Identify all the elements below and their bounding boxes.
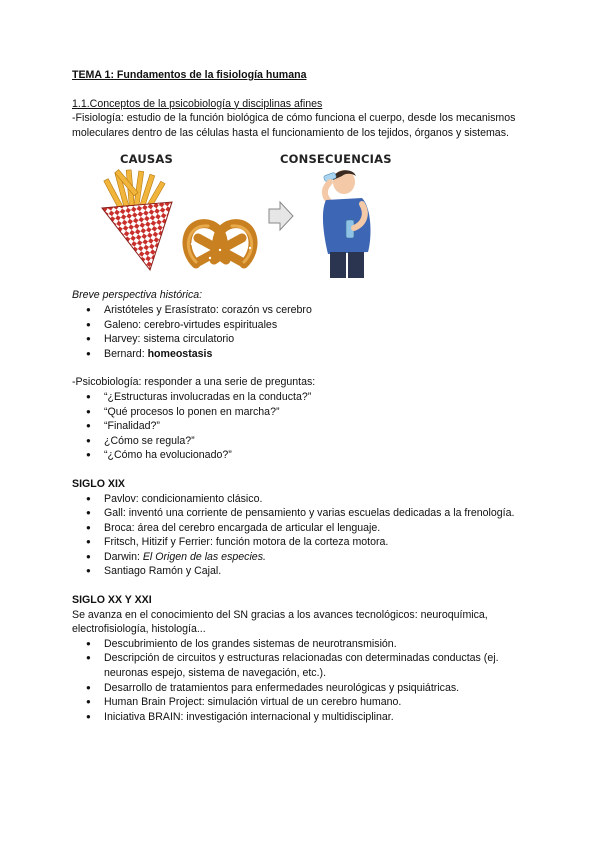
psicobiologia-intro: -Psicobiología: responder a una serie de preguntas: (72, 376, 316, 389)
siglo-xx-list (72, 637, 532, 725)
arrow-right-icon (268, 200, 294, 232)
list-item: ● Human Brain Project: simulación virtual de un cerebro humano. (104, 695, 532, 710)
list-item: ● ¿Cómo se regula?” (104, 434, 532, 449)
list-item: ● Galeno: cerebro-virtudes espirituales (104, 318, 532, 333)
list-item: ● Pavlov: condicionamiento clásico. (104, 492, 532, 507)
fries-pretzel-image (92, 168, 262, 272)
list-item: ● Descripción de circuitos y estructuras relacionadas con determinadas conductas (ej. neuronas espejo, sistema de navegación, etc.). (104, 651, 532, 680)
causes-consequences-figure (92, 152, 412, 282)
list-item: ● Aristóteles y Erasístrato: corazón vs cerebro (104, 303, 532, 318)
list-item: ● Broca: área del cerebro encargada de articular el lenguaje. (104, 521, 532, 536)
list-item: ● Santiago Ramón y Cajal. (104, 564, 532, 579)
homeostasis-term: homeostasis (147, 347, 213, 360)
darwin-book-title: El Origen de las especies. (142, 550, 266, 563)
siglo-xx-heading: SIGLO XX Y XXI (72, 594, 152, 607)
list-item: ● “¿Estructuras involucradas en la conducta?” (104, 390, 532, 405)
man-drinking-image (302, 168, 382, 280)
list-item: ● Fritsch, Hitizif y Ferrier: función motora de la corteza motora. (104, 535, 532, 550)
siglo-xix-list (72, 492, 532, 580)
historia-heading: Breve perspectiva histórica: (72, 289, 203, 302)
list-item: ● “Finalidad?” (104, 419, 532, 434)
list-item: ● Harvey: sistema circulatorio (104, 332, 532, 347)
siglo-xix-heading: SIGLO XIX (72, 477, 125, 490)
siglo-xx-intro: Se avanza en el conocimiento del SN gracias a los avances tecnológicos: neuroquímica, electrofisiología, histología... (72, 608, 488, 636)
list-item (104, 550, 532, 565)
historia-list (72, 303, 532, 361)
document-page (72, 68, 532, 724)
page-title: TEMA 1: Fundamentos de la fisiología humana (72, 69, 307, 81)
darwin-prefix: Darwin: (104, 550, 143, 563)
fisiologia-paragraph: -Fisiología: estudio de la función biológica de cómo funciona el cuerpo, desde los mecanismos moleculares dentro de las células hasta el funcionamiento de los tejidos, órganos y sistemas. (72, 112, 516, 139)
bernard-prefix: Bernard: (104, 347, 148, 360)
psicobiologia-list (72, 390, 532, 463)
list-item (104, 347, 532, 362)
list-item: ● “Qué procesos lo ponen en marcha?” (104, 405, 532, 420)
list-item: ● Descubrimiento de los grandes sistemas de neurotransmisión. (104, 637, 532, 652)
list-item: ● “¿Cómo ha evolucionado?” (104, 448, 532, 463)
causas-label: CAUSAS (120, 152, 173, 167)
list-item: ● Desarrollo de tratamientos para enfermedades neurológicas y psiquiátricas. (104, 681, 532, 696)
list-item: ● Iniciativa BRAIN: investigación internacional y multidisciplinar. (104, 710, 532, 725)
consecuencias-label: CONSECUENCIAS (280, 152, 392, 167)
section-heading: 1.1.Conceptos de la psicobiología y disciplinas afines (72, 97, 323, 110)
list-item: ● Gall: inventó una corriente de pensamiento y varias escuelas dedicadas a la frenología. (104, 506, 532, 521)
